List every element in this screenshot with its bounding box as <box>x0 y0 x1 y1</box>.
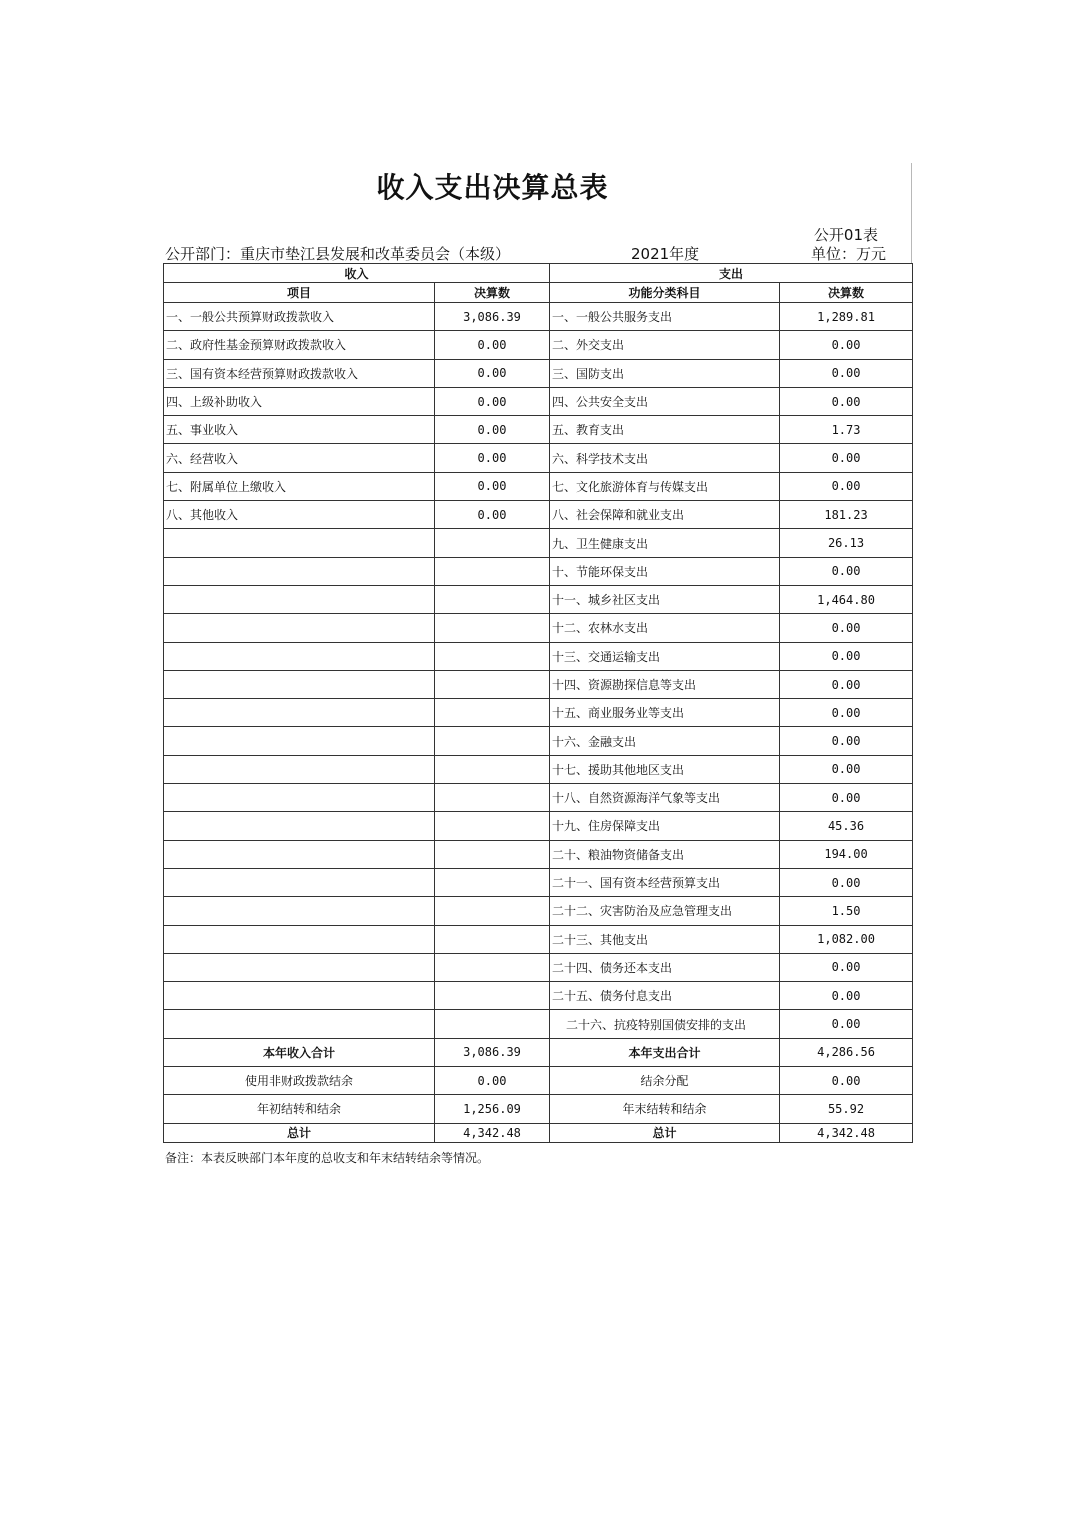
expense-item-header: 功能分类科目 <box>550 283 780 303</box>
expense-item-cell: 十三、交通运输支出 <box>550 642 780 670</box>
expense-item-cell: 三、国防支出 <box>550 359 780 387</box>
year-expense-total: 4,286.56 <box>780 1038 913 1066</box>
expense-amount-cell: 0.00 <box>780 557 913 585</box>
income-amount-cell <box>435 897 550 925</box>
income-item-cell <box>164 529 435 557</box>
income-amount-cell <box>435 784 550 812</box>
expense-amount-cell: 1.73 <box>780 416 913 444</box>
income-item-cell <box>164 585 435 613</box>
table-row <box>164 812 913 840</box>
table-row <box>164 727 913 755</box>
table-row <box>164 925 913 953</box>
expense-amount-cell: 45.36 <box>780 812 913 840</box>
income-amount-cell <box>435 868 550 896</box>
table-row <box>164 1010 913 1038</box>
income-item-cell: 三、国有资本经营预算财政拨款收入 <box>164 359 435 387</box>
expense-grand-total: 4,342.48 <box>780 1123 913 1142</box>
expense-amount-cell: 0.00 <box>780 444 913 472</box>
fiscal-year: 2021年度 <box>631 245 700 263</box>
income-amount-cell <box>435 812 550 840</box>
income-amount-cell <box>435 529 550 557</box>
income-amount-cell <box>435 614 550 642</box>
expense-item-cell: 十六、金融支出 <box>550 727 780 755</box>
form-number: 公开01表 <box>813 226 878 244</box>
income-amount-cell <box>435 557 550 585</box>
summary-row-grand-total <box>164 1123 913 1142</box>
income-grand-total-label: 总计 <box>164 1123 435 1142</box>
income-item-cell <box>164 812 435 840</box>
expense-amount-header: 决算数 <box>780 283 913 303</box>
expense-amount-cell: 1,082.00 <box>780 925 913 953</box>
expense-item-cell: 十二、农林水支出 <box>550 614 780 642</box>
expense-amount-cell: 194.00 <box>780 840 913 868</box>
income-item-cell: 八、其他收入 <box>164 501 435 529</box>
table-row <box>164 416 913 444</box>
expense-amount-cell: 0.00 <box>780 670 913 698</box>
expense-section-header: 支出 <box>550 264 913 283</box>
expense-amount-cell: 1,464.80 <box>780 585 913 613</box>
income-amount-cell <box>435 840 550 868</box>
expense-amount-cell: 0.00 <box>780 1010 913 1038</box>
expense-item-cell: 十七、援助其他地区支出 <box>550 755 780 783</box>
expense-item-cell: 二十一、国有资本经营预算支出 <box>550 868 780 896</box>
expense-item-cell: 九、卫生健康支出 <box>550 529 780 557</box>
non-fiscal-balance-label: 使用非财政拨款结余 <box>164 1067 435 1095</box>
expense-amount-cell: 0.00 <box>780 982 913 1010</box>
expense-item-cell: 二、外交支出 <box>550 331 780 359</box>
end-carryover: 55.92 <box>780 1095 913 1123</box>
table-row <box>164 472 913 500</box>
income-amount-cell: 3,086.39 <box>435 303 550 331</box>
expense-item-cell: 二十六、抗疫特别国债安排的支出 <box>550 1010 780 1038</box>
expense-item-cell: 二十五、债务付息支出 <box>550 982 780 1010</box>
income-item-cell <box>164 925 435 953</box>
income-item-cell <box>164 755 435 783</box>
expense-amount-cell: 0.00 <box>780 755 913 783</box>
header-row-columns <box>164 283 913 303</box>
income-item-cell <box>164 670 435 698</box>
income-item-cell <box>164 557 435 585</box>
header-row-sections <box>164 264 913 283</box>
table-row <box>164 444 913 472</box>
expense-item-cell: 二十二、灾害防治及应急管理支出 <box>550 897 780 925</box>
department-label: 公开部门：重庆市垫江县发展和改革委员会（本级） <box>165 245 511 263</box>
income-item-cell <box>164 840 435 868</box>
income-item-cell <box>164 953 435 981</box>
income-section-header: 收入 <box>164 264 550 283</box>
expense-item-cell: 五、教育支出 <box>550 416 780 444</box>
income-amount-cell <box>435 1010 550 1038</box>
table-row <box>164 557 913 585</box>
table-row <box>164 953 913 981</box>
income-item-cell: 二、政府性基金预算财政拨款收入 <box>164 331 435 359</box>
income-amount-cell: 0.00 <box>435 416 550 444</box>
year-income-total-label: 本年收入合计 <box>164 1038 435 1066</box>
expense-item-cell: 二十三、其他支出 <box>550 925 780 953</box>
income-item-cell <box>164 784 435 812</box>
income-item-header: 项目 <box>164 283 435 303</box>
expense-item-cell: 二十四、债务还本支出 <box>550 953 780 981</box>
expense-amount-cell: 0.00 <box>780 699 913 727</box>
income-item-cell: 一、一般公共预算财政拨款收入 <box>164 303 435 331</box>
expense-amount-cell: 181.23 <box>780 501 913 529</box>
table-row <box>164 897 913 925</box>
year-expense-total-label: 本年支出合计 <box>550 1038 780 1066</box>
income-amount-cell <box>435 670 550 698</box>
income-amount-cell <box>435 755 550 783</box>
income-amount-cell <box>435 953 550 981</box>
expense-amount-cell: 0.00 <box>780 727 913 755</box>
expense-item-cell: 十五、商业服务业等支出 <box>550 699 780 727</box>
expense-item-cell: 七、文化旅游体育与传媒支出 <box>550 472 780 500</box>
income-amount-cell: 0.00 <box>435 331 550 359</box>
expense-item-cell: 二十、粮油物资储备支出 <box>550 840 780 868</box>
expense-amount-cell: 0.00 <box>780 868 913 896</box>
income-amount-cell: 0.00 <box>435 444 550 472</box>
income-amount-header: 决算数 <box>435 283 550 303</box>
expense-item-cell: 十、节能环保支出 <box>550 557 780 585</box>
table-row <box>164 585 913 613</box>
table-note: 备注：本表反映部门本年度的总收支和年末结转结余等情况。 <box>165 1151 490 1165</box>
non-fiscal-balance: 0.00 <box>435 1067 550 1095</box>
table-row <box>164 614 913 642</box>
table-row <box>164 755 913 783</box>
expense-amount-cell: 1.50 <box>780 897 913 925</box>
start-carryover: 1,256.09 <box>435 1095 550 1123</box>
expense-amount-cell: 0.00 <box>780 784 913 812</box>
table-row <box>164 501 913 529</box>
income-amount-cell: 0.00 <box>435 387 550 415</box>
expense-amount-cell: 0.00 <box>780 359 913 387</box>
income-amount-cell <box>435 642 550 670</box>
income-amount-cell <box>435 925 550 953</box>
income-item-cell <box>164 642 435 670</box>
table-row <box>164 529 913 557</box>
income-item-cell <box>164 614 435 642</box>
table-row <box>164 642 913 670</box>
table-row <box>164 699 913 727</box>
table-row <box>164 982 913 1010</box>
income-amount-cell <box>435 585 550 613</box>
expense-amount-cell: 0.00 <box>780 953 913 981</box>
expense-amount-cell: 0.00 <box>780 331 913 359</box>
income-item-cell: 七、附属单位上缴收入 <box>164 472 435 500</box>
table-row <box>164 784 913 812</box>
expense-item-cell: 六、科学技术支出 <box>550 444 780 472</box>
income-item-cell <box>164 868 435 896</box>
income-amount-cell: 0.00 <box>435 472 550 500</box>
expense-grand-total-label: 总计 <box>550 1123 780 1142</box>
expense-item-cell: 十一、城乡社区支出 <box>550 585 780 613</box>
surplus-distribution-label: 结余分配 <box>550 1067 780 1095</box>
start-carryover-label: 年初结转和结余 <box>164 1095 435 1123</box>
expense-item-cell: 一、一般公共服务支出 <box>550 303 780 331</box>
income-amount-cell <box>435 727 550 755</box>
expense-amount-cell: 0.00 <box>780 642 913 670</box>
income-amount-cell: 0.00 <box>435 359 550 387</box>
income-amount-cell <box>435 982 550 1010</box>
expense-item-cell: 四、公共安全支出 <box>550 387 780 415</box>
expense-amount-cell: 0.00 <box>780 614 913 642</box>
summary-row-carryover <box>164 1095 913 1123</box>
summary-row-year-total <box>164 1038 913 1066</box>
income-grand-total: 4,342.48 <box>435 1123 550 1142</box>
table-row <box>164 303 913 331</box>
income-item-cell <box>164 897 435 925</box>
expense-item-cell: 十四、资源勘探信息等支出 <box>550 670 780 698</box>
table-row <box>164 868 913 896</box>
summary-row-balance <box>164 1067 913 1095</box>
table-row <box>164 331 913 359</box>
surplus-distribution: 0.00 <box>780 1067 913 1095</box>
table-row <box>164 840 913 868</box>
income-item-cell <box>164 1010 435 1038</box>
income-amount-cell: 0.00 <box>435 501 550 529</box>
page-title: 收入支出决算总表 <box>376 171 609 204</box>
table-row <box>164 670 913 698</box>
table-row <box>164 359 913 387</box>
expense-amount-cell: 0.00 <box>780 387 913 415</box>
income-item-cell: 六、经营收入 <box>164 444 435 472</box>
income-amount-cell <box>435 699 550 727</box>
table-row <box>164 387 913 415</box>
end-carryover-label: 年末结转和结余 <box>550 1095 780 1123</box>
expense-item-cell: 十八、自然资源海洋气象等支出 <box>550 784 780 812</box>
income-item-cell: 五、事业收入 <box>164 416 435 444</box>
unit-label: 单位：万元 <box>810 245 886 263</box>
expense-amount-cell: 1,289.81 <box>780 303 913 331</box>
income-item-cell: 四、上级补助收入 <box>164 387 435 415</box>
year-income-total: 3,086.39 <box>435 1038 550 1066</box>
expense-item-cell: 十九、住房保障支出 <box>550 812 780 840</box>
report-meta <box>163 243 912 263</box>
income-item-cell <box>164 699 435 727</box>
income-expense-table <box>163 263 913 1143</box>
expense-amount-cell: 0.00 <box>780 472 913 500</box>
income-item-cell <box>164 727 435 755</box>
income-item-cell <box>164 982 435 1010</box>
expense-amount-cell: 26.13 <box>780 529 913 557</box>
expense-item-cell: 八、社会保障和就业支出 <box>550 501 780 529</box>
